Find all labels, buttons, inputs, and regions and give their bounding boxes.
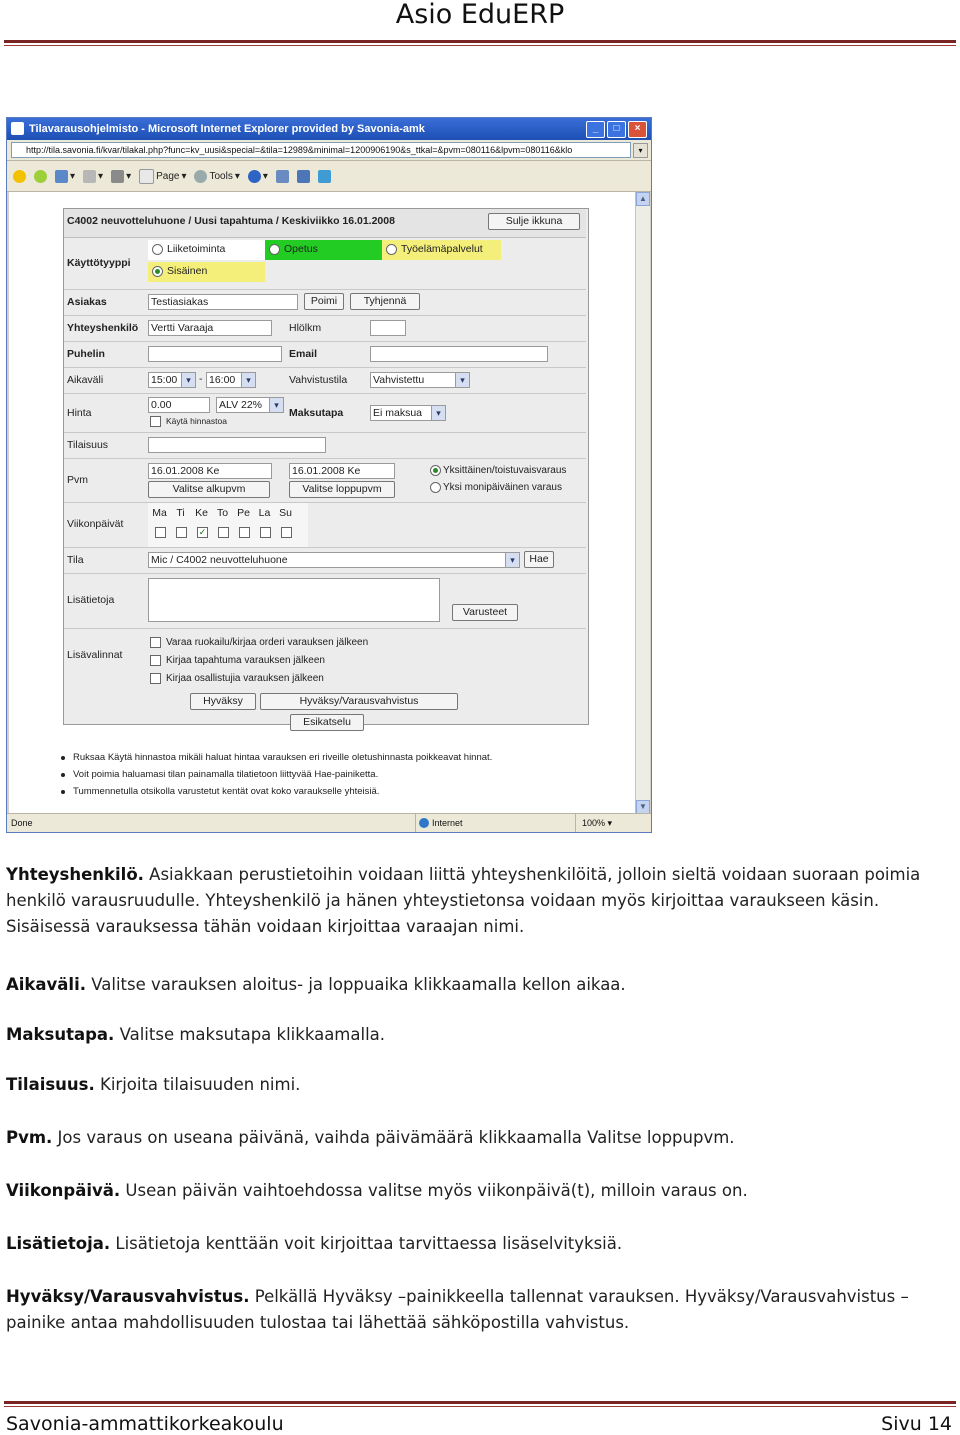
- date-row: [64, 459, 586, 503]
- extras-list: [150, 634, 368, 688]
- customer-label: Asiakas: [67, 296, 107, 308]
- extra-tool-icon[interactable]: [318, 170, 331, 183]
- vat-select[interactable]: ALV 22% ▾: [216, 397, 284, 413]
- details-label: Lisätietoja: [67, 594, 115, 606]
- note-item: Ruksaa Käytä hinnastoa mikäli haluat hintaa varauksen eri riveille oletushinnasta poikkeavat hinnat.: [61, 749, 621, 766]
- select-start-date-button[interactable]: Valitse alkupvm: [148, 481, 270, 498]
- browser-content: [9, 192, 635, 814]
- footer-rule: [4, 1401, 956, 1404]
- payment-method-label: Maksutapa: [289, 407, 344, 419]
- email-label: Email: [289, 348, 318, 360]
- messenger-icon[interactable]: [297, 170, 310, 183]
- feeds-icon[interactable]: ▾: [83, 170, 103, 183]
- weekdays-row: [64, 503, 586, 548]
- reservation-form: [63, 208, 589, 728]
- room-select[interactable]: Mic / C4002 neuvotteluhuone ▾: [148, 552, 520, 568]
- browser-window: [6, 117, 652, 833]
- paragraph-aikavali: Aikaväli. Valitse varauksen aloitus- ja loppuaika klikkaamalla kellon aikaa.: [6, 975, 626, 994]
- preview-button[interactable]: Esikatselu: [290, 714, 364, 731]
- room-row: [64, 548, 586, 574]
- event-label: Tilaisuus: [67, 439, 109, 451]
- hyvaksy-button[interactable]: Hyväksy: [190, 693, 256, 710]
- weekday-grid: [148, 503, 308, 547]
- equipment-button[interactable]: Varusteet: [452, 604, 518, 621]
- weekday-label: Su: [279, 507, 292, 519]
- end-time-select[interactable]: 16:00 ▾: [206, 372, 256, 388]
- footer-rule-thin: [4, 1406, 956, 1407]
- time-range-row: [64, 368, 586, 394]
- weekday-checkbox[interactable]: [176, 527, 187, 538]
- weekday-label: Ti: [176, 507, 185, 519]
- header-rule: [4, 40, 956, 43]
- paragraph-yhteyshenkilo: Yhteyshenkilö. Asiakkaan perustietoihin voidaan liittä yhteyshenkilöitä, jolloin sieltä voidaan suoraan poimia henkilö varausruudulle. Yhteyshenkilö ja hänen yhteystietonsa voidaan myös kirjoittaa varaukseen käsin. Sisäisessä varauksessa tähän voidaan kirjoittaa varaajan nimi.: [6, 865, 921, 936]
- start-date-input[interactable]: 16.01.2008 Ke: [148, 463, 272, 479]
- start-time-select[interactable]: 15:00 ▾: [148, 372, 196, 388]
- price-row: [64, 394, 586, 433]
- footer-page-number: Sivu 14: [881, 1413, 952, 1435]
- note-item: Voit poimia haluamasi tilan painamalla tilatietoon liittyvää Hae-painiketta.: [61, 766, 621, 783]
- header-rule-thin: [4, 45, 956, 46]
- extra-option-catering[interactable]: Varaa ruokailu/kirjaa orderi varauksen jälkeen: [150, 634, 368, 652]
- note-item: Tummennetulla otsikolla varustetut kentät ovat koko varaukselle yhteisiä.: [61, 783, 621, 800]
- weekday-checkbox[interactable]: [155, 527, 166, 538]
- home-icon[interactable]: ▾: [55, 170, 75, 183]
- time-dash: -: [199, 373, 203, 385]
- extra-option-participants[interactable]: Kirjaa osallistujia varauksen jälkeen: [150, 670, 368, 688]
- status-label: Vahvistustila: [289, 374, 348, 386]
- hyvaksy-varausvahvistus-button[interactable]: Hyväksy/Varausvahvistus: [260, 693, 458, 710]
- phone-input[interactable]: [148, 346, 282, 362]
- type-option-liiketoiminta[interactable]: Liiketoiminta: [148, 240, 265, 260]
- details-row: [64, 574, 586, 629]
- address-dropdown-icon[interactable]: ▾: [633, 143, 648, 158]
- zoom-level[interactable]: 100% ▾: [575, 814, 612, 832]
- extras-label: Lisävalinnat: [67, 649, 123, 661]
- recurrence-option-multiday[interactable]: Yksi monipäiväinen varaus: [430, 482, 562, 493]
- persons-label: Hlölkm: [289, 322, 322, 334]
- phone-label: Puhelin: [67, 348, 105, 360]
- customer-row: [64, 290, 586, 316]
- help-notes: [61, 749, 621, 800]
- customer-input[interactable]: Testiasiakas: [148, 294, 298, 310]
- weekday-checkbox[interactable]: [218, 527, 229, 538]
- vertical-scrollbar[interactable]: [635, 192, 650, 814]
- security-zone: Internet: [415, 814, 463, 832]
- use-pricelist-checkbox[interactable]: Käytä hinnastoa: [150, 416, 227, 427]
- footer-organization: Savonia-ammattikorkeakoulu: [6, 1413, 284, 1435]
- help-icon[interactable]: ▾: [248, 170, 268, 183]
- paragraph-pvm: Pvm. Jos varaus on useana päivänä, vaihda päivämäärä klikkaamalla Valitse loppupvm.: [6, 1128, 735, 1147]
- weekday-label: Pe: [237, 507, 250, 519]
- contact-label: Yhteyshenkilö: [67, 322, 139, 334]
- scroll-up-icon[interactable]: ▲: [636, 192, 650, 206]
- paragraph-hyvaksy: Hyväksy/Varausvahvistus. Pelkällä Hyväksy –painikkeella tallennat varauksen. Hyväksy/Varausvahvistus –painike antaa mahdollisuuden tulostaa tai lähettää sähköpostilla vahvistus.: [6, 1287, 909, 1332]
- weekday-label: Ke: [195, 507, 208, 519]
- end-date-input[interactable]: 16.01.2008 Ke: [289, 463, 395, 479]
- scroll-down-icon[interactable]: ▼: [636, 800, 650, 814]
- weekday-checkbox[interactable]: [239, 527, 250, 538]
- form-title: C4002 neuvotteluhuone / Uusi tapahtuma / Keskiviikko 16.01.2008: [67, 215, 395, 227]
- paragraph-lisatietoja: Lisätietoja. Lisätietoja kenttään voit kirjoittaa tarvittaessa lisäselvityksiä.: [6, 1234, 623, 1253]
- address-input[interactable]: http://tila.savonia.fi/kvar/tilakal.php?func=kv_uusi&special=&tila=12989&minimal=1200906190&s_ttkal=&pvm=080116&lpvm=080116&klo: [11, 142, 631, 158]
- poimi-button[interactable]: Poimi: [304, 293, 344, 310]
- print-icon[interactable]: ▾: [111, 170, 131, 183]
- weekdays-label: Viikonpäivät: [67, 518, 124, 530]
- weekday-checkbox[interactable]: [281, 527, 292, 538]
- weekday-checkbox[interactable]: ✓: [198, 527, 207, 537]
- window-title: Tilavarausohjelmisto - Microsoft Internet Explorer provided by Savonia-amk: [29, 123, 425, 135]
- maximize-button[interactable]: □: [607, 121, 626, 138]
- tools-menu[interactable]: Tools ▾: [194, 170, 239, 183]
- weekday-label: Ma: [152, 507, 167, 519]
- page-menu[interactable]: Page ▾: [139, 169, 186, 184]
- status-select[interactable]: Vahvistettu ▾: [370, 372, 470, 388]
- contact-row: [64, 316, 586, 342]
- hae-button[interactable]: Hae: [524, 551, 554, 568]
- event-row: [64, 433, 586, 459]
- recurrence-option-single[interactable]: Yksittäinen/toistuvaisvaraus: [430, 465, 566, 476]
- close-window-button[interactable]: ×: [628, 121, 647, 138]
- contact-input[interactable]: Vertti Varaaja: [148, 320, 272, 336]
- paragraph-maksutapa: Maksutapa. Valitse maksutapa klikkaamalla.: [6, 1025, 386, 1044]
- weekday-label: To: [216, 507, 229, 519]
- usage-type-row: [64, 237, 586, 290]
- type-option-tyoelamapalvelut[interactable]: Työelämäpalvelut: [382, 240, 501, 260]
- select-end-date-button[interactable]: Valitse loppupvm: [289, 481, 395, 498]
- status-bar: [7, 813, 651, 832]
- paragraph-viikonpaiva: Viikonpäivä. Usean päivän vaihtoehdossa valitse myös viikonpäivä(t), milloin varaus on.: [6, 1181, 748, 1200]
- usage-type-label: Käyttötyyppi: [67, 257, 131, 269]
- status-text: Done: [11, 818, 33, 828]
- date-label: Pvm: [67, 474, 88, 486]
- weekday-checkbox[interactable]: [260, 527, 271, 538]
- type-option-sisainen[interactable]: Sisäinen: [148, 262, 265, 282]
- weekday-label: La: [258, 507, 271, 519]
- payment-method-select[interactable]: Ei maksua ▾: [370, 405, 446, 421]
- research-icon[interactable]: [276, 170, 289, 183]
- room-label: Tila: [67, 554, 84, 566]
- time-range-label: Aikaväli: [67, 374, 104, 386]
- minimize-button[interactable]: _: [586, 121, 605, 138]
- extras-row: [64, 629, 586, 728]
- type-option-opetus[interactable]: Opetus: [265, 240, 382, 260]
- form-header: [64, 209, 586, 238]
- tyhjenna-button[interactable]: Tyhjennä: [350, 293, 420, 310]
- address-bar: [7, 140, 651, 161]
- page-header-title: Asio EduERP: [395, 0, 565, 30]
- browser-toolbar: [7, 161, 651, 192]
- persons-input[interactable]: [370, 320, 406, 336]
- add-favorites-icon[interactable]: [34, 170, 47, 183]
- favorites-star-icon[interactable]: [13, 170, 26, 183]
- event-input[interactable]: [148, 437, 326, 453]
- window-title-bar: [7, 118, 651, 140]
- paragraph-tilaisuus: Tilaisuus. Kirjoita tilaisuuden nimi.: [6, 1075, 301, 1094]
- price-label: Hinta: [67, 407, 92, 419]
- email-input[interactable]: [370, 346, 548, 362]
- close-form-button[interactable]: Sulje ikkuna: [488, 213, 580, 230]
- details-textarea[interactable]: [148, 578, 440, 622]
- ie-logo-icon: [11, 122, 24, 135]
- price-input[interactable]: 0.00: [148, 397, 210, 413]
- phone-email-row: [64, 342, 586, 368]
- extra-option-event[interactable]: Kirjaa tapahtuma varauksen jälkeen: [150, 652, 368, 670]
